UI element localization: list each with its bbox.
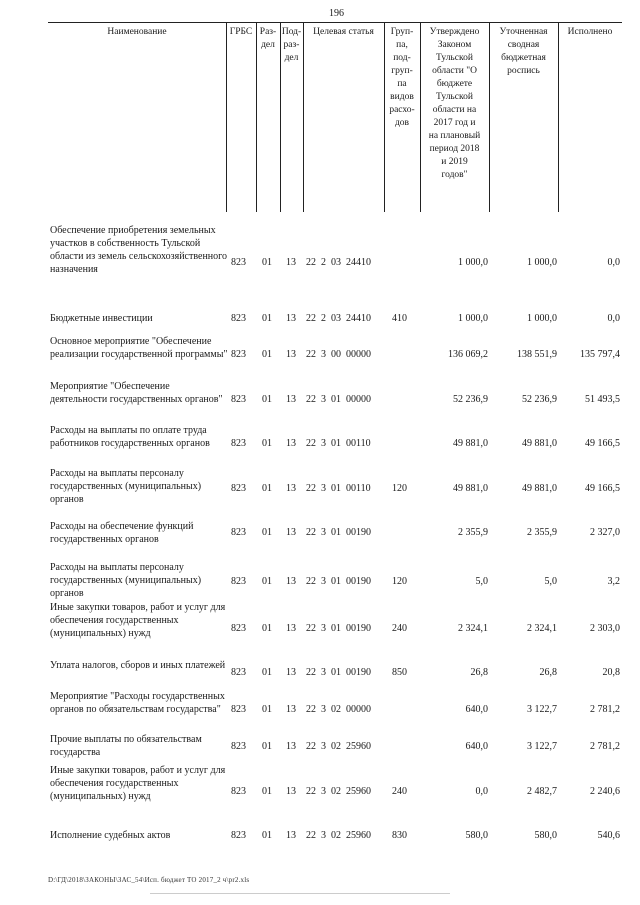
row-name: Расходы на обеспечение функций государственных органов xyxy=(50,521,194,545)
row-podrazdel: 13 xyxy=(286,349,296,360)
row-refined: 3 122,7 xyxy=(527,741,557,752)
row-executed: 2 781,2 xyxy=(590,741,620,752)
row-podrazdel: 13 xyxy=(286,257,296,268)
row-approved: 52 236,9 xyxy=(453,394,488,405)
row-target: 22 3 02 00000 xyxy=(306,704,371,715)
row-target: 22 3 01 00190 xyxy=(306,576,371,587)
row-podrazdel: 13 xyxy=(286,483,296,494)
row-group: 120 xyxy=(392,576,407,587)
row-executed: 540,6 xyxy=(597,830,620,841)
col-header-grbs: ГРБС xyxy=(229,27,253,37)
row-razdel: 01 xyxy=(262,394,272,405)
row-name: Мероприятие "Обеспечение деятельности государственных органов" xyxy=(50,381,223,405)
row-name: Уплата налогов, сборов и иных платежей xyxy=(50,660,226,671)
row-refined: 138 551,9 xyxy=(517,349,557,360)
row-podrazdel: 13 xyxy=(286,667,296,678)
divider xyxy=(303,22,304,212)
row-grbs: 823 xyxy=(231,394,246,405)
row-executed: 0,0 xyxy=(607,313,620,324)
row-target: 22 3 01 00190 xyxy=(306,667,371,678)
col-header-executed: Исполнено xyxy=(567,27,613,37)
row-grbs: 823 xyxy=(231,667,246,678)
row-approved: 0,0 xyxy=(475,786,488,797)
row-executed: 20,8 xyxy=(602,667,620,678)
row-grbs: 823 xyxy=(231,313,246,324)
row-approved: 1 000,0 xyxy=(458,257,488,268)
row-executed: 0,0 xyxy=(607,257,620,268)
footer-divider xyxy=(150,893,450,894)
row-approved: 580,0 xyxy=(465,830,488,841)
row-target: 22 3 00 00000 xyxy=(306,349,371,360)
row-name: Бюджетные инвестиции xyxy=(50,313,153,324)
row-executed: 2 303,0 xyxy=(590,623,620,634)
row-executed: 51 493,5 xyxy=(585,394,620,405)
row-grbs: 823 xyxy=(231,483,246,494)
row-razdel: 01 xyxy=(262,830,272,841)
row-group: 830 xyxy=(392,830,407,841)
row-target: 22 2 03 24410 xyxy=(306,257,371,268)
row-name: Обеспечение приобретения земельных участков в собственность Тульской области из земель сельскохозяйственного назначения xyxy=(50,225,228,275)
row-refined: 52 236,9 xyxy=(522,394,557,405)
row-grbs: 823 xyxy=(231,257,246,268)
row-name: Прочие выплаты по обязательствам государства xyxy=(50,734,202,758)
row-razdel: 01 xyxy=(262,483,272,494)
row-podrazdel: 13 xyxy=(286,741,296,752)
col-header-approved: Утверждено Законом Тульской области "О бюджете Тульской области на 2017 год и на плановый период 2018 и 2019 годов" xyxy=(428,27,481,180)
row-refined: 2 355,9 xyxy=(527,527,557,538)
row-podrazdel: 13 xyxy=(286,394,296,405)
col-header-name: Наименование xyxy=(107,27,167,37)
row-name: Основное мероприятие "Обеспечение реализации государственной программы" xyxy=(50,336,228,360)
row-grbs: 823 xyxy=(231,349,246,360)
page-number: 196 xyxy=(329,8,344,19)
row-name: Исполнение судебных актов xyxy=(50,830,171,841)
row-approved: 136 069,2 xyxy=(448,349,488,360)
row-group: 240 xyxy=(392,623,407,634)
row-grbs: 823 xyxy=(231,830,246,841)
row-target: 22 3 01 00110 xyxy=(306,483,371,494)
row-razdel: 01 xyxy=(262,741,272,752)
row-refined: 26,8 xyxy=(539,667,557,678)
row-group: 850 xyxy=(392,667,407,678)
divider xyxy=(558,22,559,212)
row-grbs: 823 xyxy=(231,786,246,797)
row-refined: 5,0 xyxy=(544,576,557,587)
row-razdel: 01 xyxy=(262,786,272,797)
row-refined: 1 000,0 xyxy=(527,257,557,268)
footer-file-path: D:\ГД\2018\ЗАКОНЫ\ЗАС_54\Исп. бюджет ТО 2017_2 ч\pr2.xls xyxy=(48,876,250,884)
row-name: Иные закупки товаров, работ и услуг для обеспечения государственных (муниципальных) нужд xyxy=(50,602,226,639)
header-top-border xyxy=(48,22,622,23)
row-group: 240 xyxy=(392,786,407,797)
row-approved: 26,8 xyxy=(470,667,488,678)
row-podrazdel: 13 xyxy=(286,830,296,841)
row-refined: 49 881,0 xyxy=(522,438,557,449)
row-target: 22 2 03 24410 xyxy=(306,313,371,324)
row-name: Расходы на выплаты по оплате труда работников государственных органов xyxy=(50,425,210,449)
row-refined: 2 482,7 xyxy=(527,786,557,797)
row-approved: 2 324,1 xyxy=(458,623,488,634)
row-approved: 640,0 xyxy=(465,704,488,715)
row-podrazdel: 13 xyxy=(286,438,296,449)
row-target: 22 3 01 00000 xyxy=(306,394,371,405)
row-target: 22 3 01 00190 xyxy=(306,527,371,538)
col-header-podrazdel: Под- раз- дел xyxy=(281,27,302,63)
row-name: Иные закупки товаров, работ и услуг для обеспечения государственных (муниципальных) нужд xyxy=(50,765,226,802)
col-header-target: Целевая статья xyxy=(313,27,374,37)
row-approved: 5,0 xyxy=(475,576,488,587)
row-podrazdel: 13 xyxy=(286,527,296,538)
row-refined: 3 122,7 xyxy=(527,704,557,715)
row-podrazdel: 13 xyxy=(286,623,296,634)
row-refined: 1 000,0 xyxy=(527,313,557,324)
row-razdel: 01 xyxy=(262,349,272,360)
row-group: 120 xyxy=(392,483,407,494)
row-approved: 49 881,0 xyxy=(453,438,488,449)
row-executed: 2 240,6 xyxy=(590,786,620,797)
row-executed: 135 797,4 xyxy=(580,349,620,360)
row-target: 22 3 01 00110 xyxy=(306,438,371,449)
row-razdel: 01 xyxy=(262,527,272,538)
row-refined: 2 324,1 xyxy=(527,623,557,634)
row-grbs: 823 xyxy=(231,527,246,538)
row-razdel: 01 xyxy=(262,704,272,715)
col-header-refined: Уточненная сводная бюджетная роспись xyxy=(499,27,548,76)
row-grbs: 823 xyxy=(231,704,246,715)
table-header xyxy=(48,22,622,212)
row-podrazdel: 13 xyxy=(286,786,296,797)
row-executed: 2 781,2 xyxy=(590,704,620,715)
row-target: 22 3 02 25960 xyxy=(306,786,371,797)
row-executed: 3,2 xyxy=(607,576,620,587)
row-approved: 1 000,0 xyxy=(458,313,488,324)
row-name: Расходы на выплаты персоналу государственных (муниципальных) органов xyxy=(50,468,202,505)
row-group: 410 xyxy=(392,313,407,324)
row-podrazdel: 13 xyxy=(286,576,296,587)
row-podrazdel: 13 xyxy=(286,313,296,324)
row-razdel: 01 xyxy=(262,257,272,268)
row-approved: 640,0 xyxy=(465,741,488,752)
row-executed: 49 166,5 xyxy=(585,483,620,494)
row-target: 22 3 02 25960 xyxy=(306,830,371,841)
row-name: Расходы на выплаты персоналу государственных (муниципальных) органов xyxy=(50,562,202,599)
row-executed: 2 327,0 xyxy=(590,527,620,538)
divider xyxy=(226,22,227,212)
row-target: 22 3 01 00190 xyxy=(306,623,371,634)
col-header-group: Груп- па, под- груп- па видов расхо- дов xyxy=(389,27,415,128)
row-razdel: 01 xyxy=(262,313,272,324)
row-grbs: 823 xyxy=(231,576,246,587)
row-grbs: 823 xyxy=(231,623,246,634)
row-razdel: 01 xyxy=(262,623,272,634)
row-name: Мероприятие "Расходы государственных органов по обязательствам государства" xyxy=(50,691,225,715)
row-approved: 49 881,0 xyxy=(453,483,488,494)
row-razdel: 01 xyxy=(262,438,272,449)
row-approved: 2 355,9 xyxy=(458,527,488,538)
col-header-razdel: Раз- дел xyxy=(259,27,277,50)
row-grbs: 823 xyxy=(231,741,246,752)
row-refined: 49 881,0 xyxy=(522,483,557,494)
row-target: 22 3 02 25960 xyxy=(306,741,371,752)
row-razdel: 01 xyxy=(262,576,272,587)
row-podrazdel: 13 xyxy=(286,704,296,715)
row-executed: 49 166,5 xyxy=(585,438,620,449)
row-razdel: 01 xyxy=(262,667,272,678)
row-refined: 580,0 xyxy=(534,830,557,841)
row-grbs: 823 xyxy=(231,438,246,449)
